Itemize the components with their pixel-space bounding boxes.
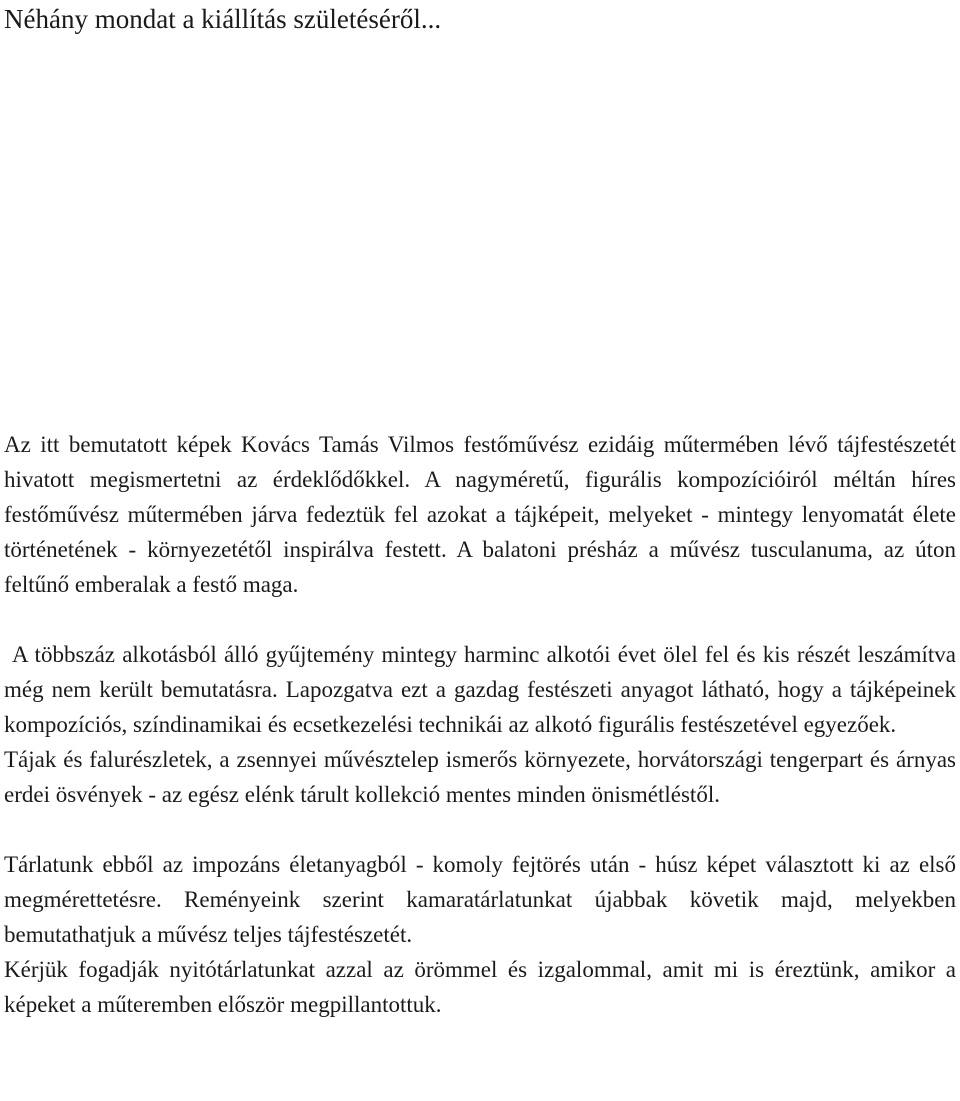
paragraph-exhibition: Tárlatunk ebből az impozáns életanyagból - komoly fejtörés után - húsz képet választott ki az első megmérettetésre. Reményeink szerint kamaratárlatunkat újabbak követik majd, melyekben bemutathatjuk a művész teljes tájfestészetét. (4, 852, 956, 947)
paragraph-collection: A többszáz alkotásból álló gyűjtemény mintegy harminc alkotói évet ölel fel és kis részét leszámítva még nem került bemutatásra. Lapozgatva ezt a gazdag festészeti anyagot látható, hogy a tájképeinek kompozíciós, színdinamikai és ecsetkezelési technikái az alkotó figurális festészetével egyezőek. (4, 642, 956, 737)
page-title: Néhány mondat a kiállítás születéséről... (4, 4, 442, 34)
body-text (4, 427, 956, 1022)
paragraph-intro: Az itt bemutatott képek Kovács Tamás Vilmos festőművész ezidáig műtermében lévő tájfestészetét hivatott megismertetni az érdeklődőkkel. A nagyméretű, figurális kompozícióiról méltán híres festőművész műtermében járva fedeztük fel azokat a tájképeit, melyeket - mintegy lenyomatát élete történetének - környezetétől inspirálva festett. A balatoni présház a művész tusculanuma, az úton feltűnő emberalak a festő maga. (4, 432, 956, 597)
paragraph-landscapes: Tájak és falurészletek, a zsennyei művésztelep ismerős környezete, horvátországi tengerpart és árnyas erdei ösvények - az egész elénk tárult kollekció mentes minden önismétléstől. (4, 747, 956, 807)
paragraph-invitation: Kérjük fogadják nyitótárlatunkat azzal az örömmel és izgalommal, amit mi is éreztünk, amikor a képeket a műteremben először megpillantottuk. (4, 957, 956, 1017)
